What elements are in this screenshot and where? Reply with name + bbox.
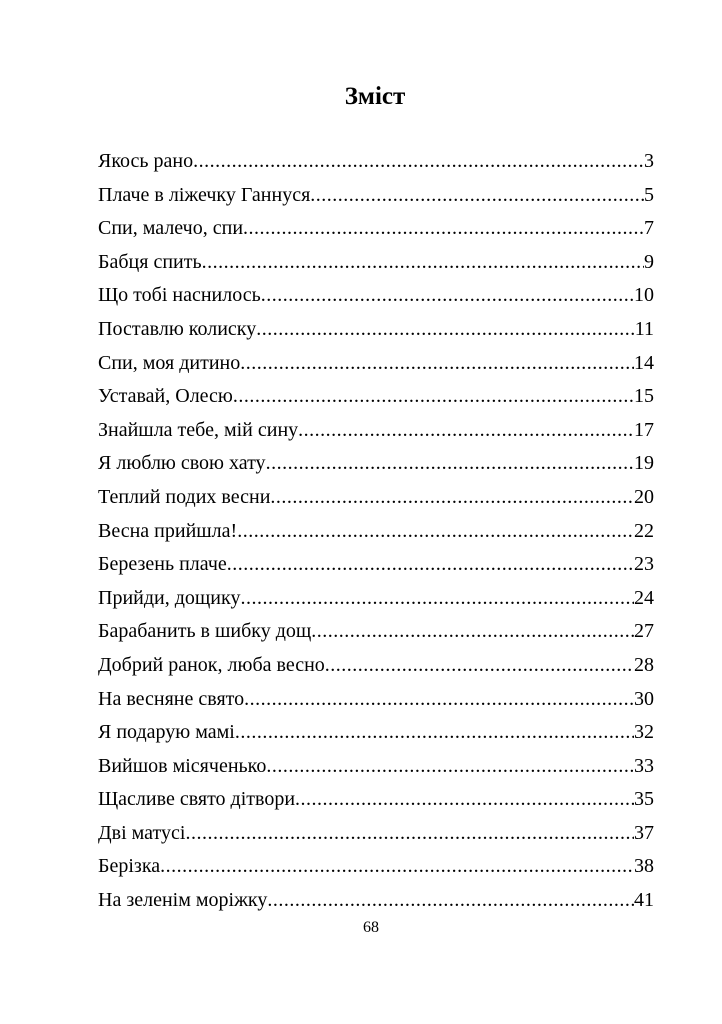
toc-dot-leader <box>240 348 634 378</box>
toc-entry <box>98 885 654 919</box>
toc-entry-title: Знайшла тебе, мій сину <box>98 418 299 441</box>
toc-dot-leader <box>233 381 634 411</box>
toc-entry-page: 17 <box>634 418 654 441</box>
toc-entry-title: Добрий ранок, люба весно <box>98 653 325 676</box>
toc-entry-page: 14 <box>634 351 654 374</box>
toc-entry-title: Що тобі наснилось <box>98 284 261 307</box>
toc-dot-leader <box>298 415 634 445</box>
toc-entry <box>98 348 654 382</box>
toc-entry-title: Бабця спить <box>98 250 202 273</box>
toc-entry-page: 30 <box>634 687 654 710</box>
toc-dot-leader <box>202 247 644 277</box>
toc-entry-title: Щасливе свято дітвори <box>98 788 296 811</box>
page-title: Зміст <box>344 83 406 110</box>
toc-dot-leader <box>235 717 634 747</box>
toc-dot-leader <box>261 280 634 310</box>
toc-entry <box>98 448 654 482</box>
toc-dot-leader <box>295 784 634 814</box>
toc-entry-page: 28 <box>634 653 654 676</box>
toc-entry-page: 41 <box>634 889 654 912</box>
toc-dot-leader <box>185 818 634 848</box>
toc-dot-leader <box>256 314 635 344</box>
toc-entry-page: 37 <box>634 821 654 844</box>
toc-entry <box>98 583 654 617</box>
toc-entry-page: 19 <box>634 452 654 475</box>
toc-dot-leader <box>160 851 634 881</box>
toc-entry-page: 22 <box>634 519 654 542</box>
toc-entry-page: 15 <box>634 385 654 408</box>
toc-entry <box>98 280 654 314</box>
toc-entry <box>98 180 654 214</box>
toc-entry-title: Вийшов місяченько <box>98 754 267 777</box>
toc-entry-title: Барабанить в шибку дощ <box>98 620 312 643</box>
toc-entry <box>98 549 654 583</box>
toc-entry <box>98 751 654 785</box>
toc-entry-title: Теплий подих весни <box>98 485 271 508</box>
toc-entry-title: Плаче в ліжечку Ганнуся <box>98 183 311 206</box>
toc-entry <box>98 482 654 516</box>
toc-entry <box>98 650 654 684</box>
toc-entry <box>98 684 654 718</box>
toc-entry-title: На весняне свято <box>98 687 245 710</box>
toc-entry <box>98 851 654 885</box>
table-of-contents <box>98 146 654 919</box>
toc-entry-page: 3 <box>644 150 654 172</box>
toc-entry <box>98 616 654 650</box>
toc-entry-page: 38 <box>634 855 654 878</box>
toc-dot-leader <box>193 146 644 176</box>
toc-dot-leader <box>243 213 644 243</box>
toc-entry-title: Уставай, Олесю <box>98 385 233 408</box>
toc-entry-title: Я люблю свою хату <box>98 452 266 475</box>
toc-entry-page: 27 <box>634 620 654 643</box>
toc-entry <box>98 717 654 751</box>
page-number: 68 <box>363 919 379 936</box>
toc-entry-page: 9 <box>644 250 654 273</box>
toc-entry-page: 10 <box>634 284 654 307</box>
toc-entry <box>98 818 654 852</box>
toc-entry <box>98 516 654 550</box>
toc-entry-title: Якось рано <box>98 150 194 172</box>
toc-entry-page: 23 <box>634 553 654 576</box>
toc-entry-page: 7 <box>644 217 654 240</box>
toc-entry <box>98 146 654 180</box>
toc-entry-page: 32 <box>634 721 654 744</box>
toc-entry-page: 24 <box>634 586 654 609</box>
toc-entry-title: Спи, малечо, спи <box>98 217 244 240</box>
toc-dot-leader <box>310 180 644 210</box>
toc-entry-title: Берізка <box>98 855 161 878</box>
toc-entry-title: Весна прийшла! <box>98 519 238 542</box>
toc-entry-title: Поставлю колиску <box>98 317 257 340</box>
toc-entry <box>98 314 654 348</box>
toc-entry-title: Я подарую мамі <box>98 721 235 744</box>
toc-entry <box>98 247 654 281</box>
toc-entry <box>98 381 654 415</box>
toc-entry-title: Березень плаче <box>98 553 227 576</box>
toc-entry-title: Дві матусі <box>98 821 186 844</box>
toc-dot-leader <box>237 516 634 546</box>
toc-dot-leader <box>270 482 634 512</box>
toc-dot-leader <box>267 885 634 915</box>
toc-dot-leader <box>266 448 634 478</box>
toc-dot-leader <box>227 549 634 579</box>
toc-entry-title: Спи, моя дитино <box>98 351 241 374</box>
toc-dot-leader <box>266 751 634 781</box>
toc-entry-page: 11 <box>634 317 654 340</box>
toc-dot-leader <box>325 650 634 680</box>
toc-entry-title: Прийди, дощику <box>98 586 241 609</box>
toc-dot-leader <box>240 583 634 613</box>
toc-entry-page: 33 <box>634 754 654 777</box>
toc-entry <box>98 213 654 247</box>
toc-entry-page: 35 <box>634 788 654 811</box>
toc-entry-title: На зеленім моріжку <box>98 889 268 912</box>
toc-entry-page: 5 <box>644 183 654 206</box>
toc-dot-leader <box>311 616 634 646</box>
toc-dot-leader <box>244 684 634 714</box>
toc-entry <box>98 784 654 818</box>
toc-entry <box>98 415 654 449</box>
toc-entry-page: 20 <box>634 485 654 508</box>
